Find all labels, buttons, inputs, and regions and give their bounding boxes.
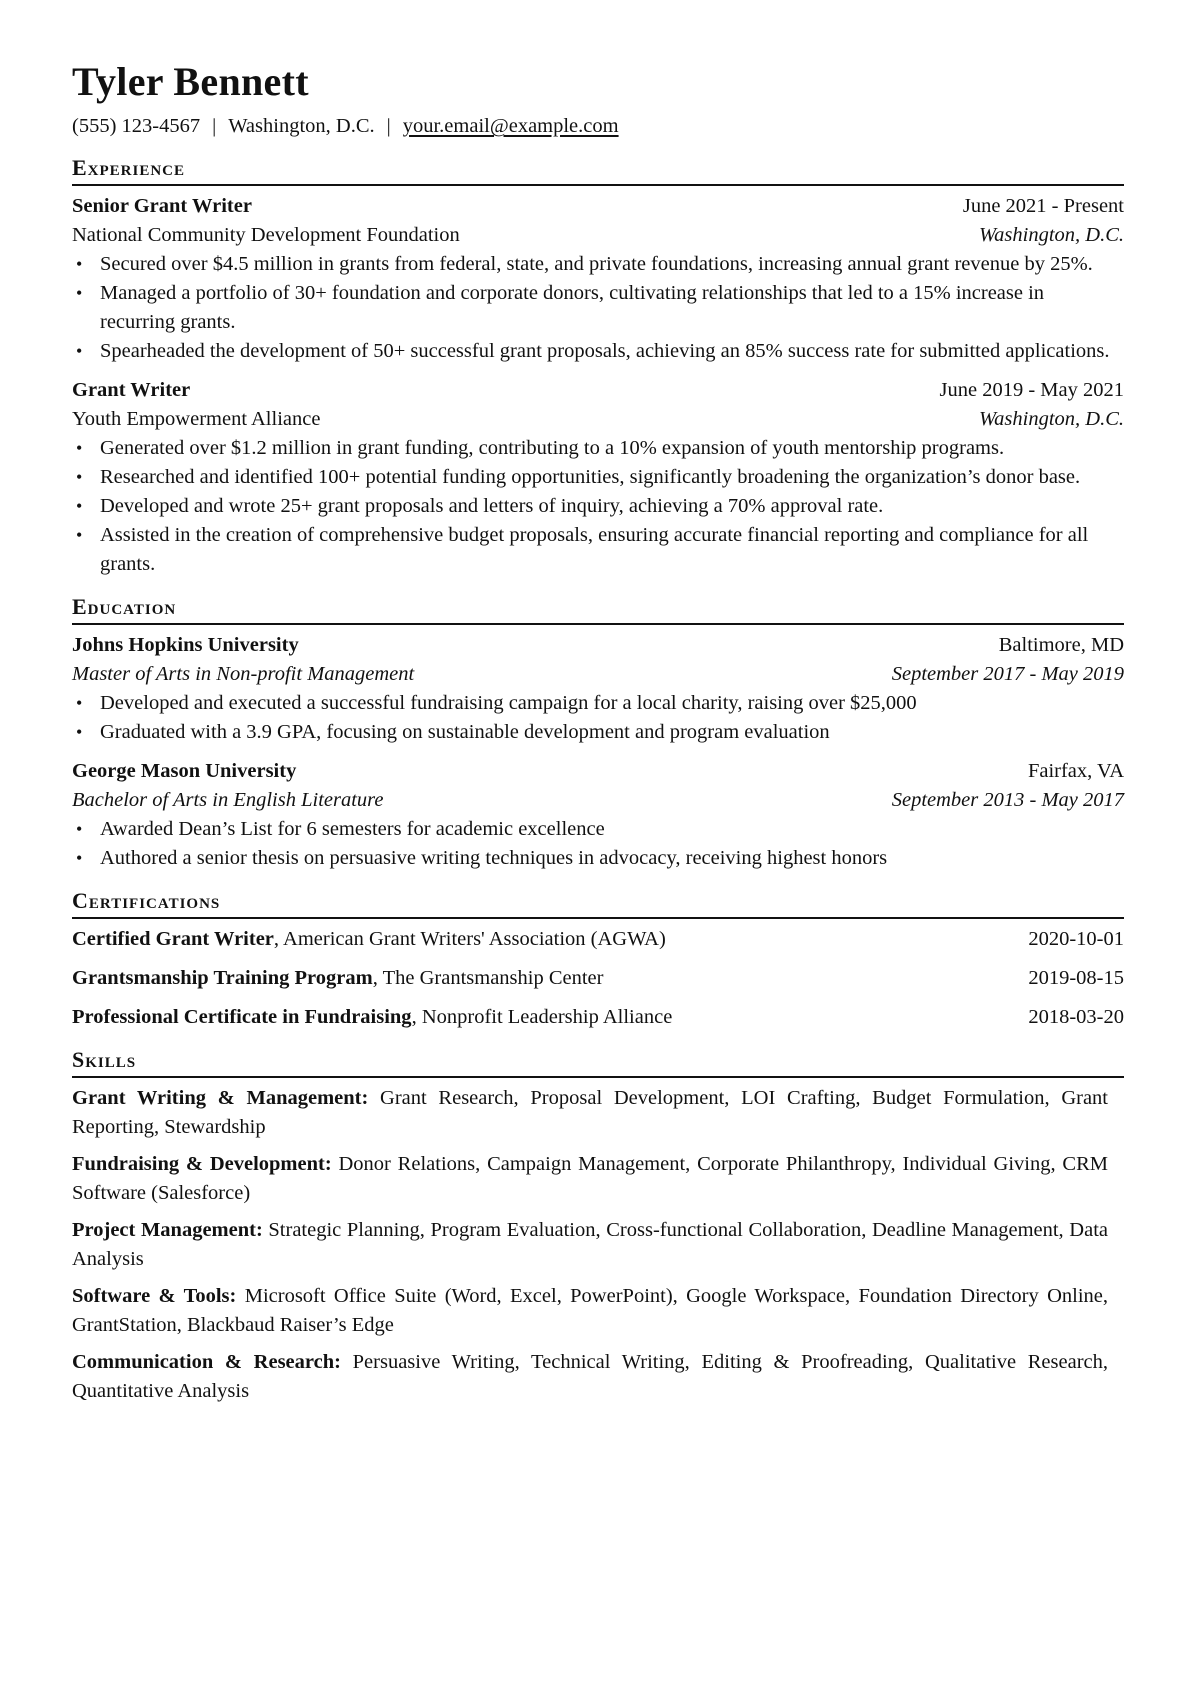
education-entry [72,631,1124,747]
job-bullets [72,250,1124,366]
section-heading-skills: Skills [72,1046,1124,1078]
skill-values: Grant Research, Proposal Development, LOI Crafting, Budget Formulation, Grant Reporting, Stewardship [72,1087,1108,1138]
certification-date: 2019-08-15 [1028,967,1124,989]
skills-section [72,1046,1124,1406]
education-dates: September 2013 - May 2017 [891,789,1124,811]
certifications-section [72,887,1124,1032]
job-location: Washington, D.C. [978,224,1124,246]
skill-values: Microsoft Office Suite (Word, Excel, PowerPoint), Google Workspace, Foundation Directory Online, GrantStation, Blackbaud Raiser’s Edge [72,1285,1108,1336]
experience-section [72,154,1124,579]
job-organization: National Community Development Foundation [72,224,460,246]
bullet-item: • Awarded Dean’s List for 6 semesters for academic excellence [100,815,1124,844]
certification-item [72,925,1124,954]
degree: Master of Arts in Non-profit Management [72,663,415,685]
job-location: Washington, D.C. [978,408,1124,430]
contact-location: Washington, D.C. [228,115,375,137]
certification-issuer: , The Grantsmanship Center [372,967,604,989]
education-dates: September 2017 - May 2019 [891,663,1124,685]
skill-category: Project Management: [72,1219,263,1241]
separator: | [386,115,391,137]
bullet-item: • Assisted in the creation of comprehensive budget proposals, ensuring accurate financial reporting and compliance for all grants. [100,521,1124,579]
email-link[interactable]: your.email@example.com [402,115,619,137]
separator: | [212,115,217,137]
resume-page [72,58,1124,1406]
skill-values: Strategic Planning, Program Evaluation, Cross-functional Collaboration, Deadline Management, Data Analysis [72,1219,1108,1270]
contact-line [72,112,1124,140]
phone-number: (555) 123-4567 [72,115,201,137]
skill-category: Grant Writing & Management: [72,1087,369,1109]
bullet-item: • Generated over $1.2 million in grant funding, contributing to a 10% expansion of youth mentorship programs. [100,434,1124,463]
section-heading-education: Education [72,593,1124,625]
job-title: Grant Writer [72,379,191,401]
education-bullets [72,815,1124,873]
bullet-item: • Spearheaded the development of 50+ successful grant proposals, achieving an 85% success rate for submitted applications. [100,337,1124,366]
degree: Bachelor of Arts in English Literature [72,789,384,811]
certification-issuer: , American Grant Writers' Association (AGWA) [273,928,666,950]
candidate-name: Tyler Bennett [72,59,309,104]
bullet-item: • Graduated with a 3.9 GPA, focusing on sustainable development and program evaluation [100,718,1124,747]
skill-category: Fundraising & Development: [72,1153,332,1175]
job-entry [72,192,1124,366]
bullet-item: • Developed and executed a successful fundraising campaign for a local charity, raising over $25,000 [100,689,1124,718]
education-section [72,593,1124,873]
certification-date: 2018-03-20 [1028,1006,1124,1028]
certification-name: Certified Grant Writer [72,928,274,950]
certification-date: 2020-10-01 [1028,928,1124,950]
certification-name: Professional Certificate in Fundraising [72,1006,412,1028]
job-dates: June 2019 - May 2021 [939,379,1124,401]
skill-item [72,1216,1124,1274]
skill-item [72,1282,1124,1340]
bullet-item: • Authored a senior thesis on persuasive writing techniques in advocacy, receiving highest honors [100,844,1124,873]
skill-values: Persuasive Writing, Technical Writing, Editing & Proofreading, Qualitative Research, Quantitative Analysis [72,1351,1108,1402]
job-bullets [72,434,1124,579]
job-entry [72,376,1124,579]
school-name: George Mason University [72,760,297,782]
job-organization: Youth Empowerment Alliance [72,408,321,430]
certification-issuer: , Nonprofit Leadership Alliance [411,1006,673,1028]
bullet-item: • Developed and wrote 25+ grant proposals and letters of inquiry, achieving a 70% approval rate. [100,492,1124,521]
skills-list [72,1084,1124,1406]
school-location: Baltimore, MD [998,634,1124,656]
education-entry [72,757,1124,873]
certification-list [72,925,1124,1032]
certification-name: Grantsmanship Training Program [72,967,373,989]
job-title: Senior Grant Writer [72,195,252,217]
section-heading-certifications: Certifications [72,887,1124,919]
skill-category: Software & Tools: [72,1285,237,1307]
education-bullets [72,689,1124,747]
skill-item [72,1348,1124,1406]
bullet-item: • Managed a portfolio of 30+ foundation and corporate donors, cultivating relationships that led to a 15% increase in recurring grants. [100,279,1124,337]
certification-item [72,964,1124,993]
school-location: Fairfax, VA [1027,760,1124,782]
skill-item [72,1084,1124,1142]
job-dates: June 2021 - Present [962,195,1124,217]
skill-values: Donor Relations, Campaign Management, Corporate Philanthropy, Individual Giving, CRM Software (Salesforce) [72,1153,1108,1204]
school-name: Johns Hopkins University [72,634,299,656]
bullet-item: • Secured over $4.5 million in grants from federal, state, and private foundations, increasing annual grant revenue by 25%. [100,250,1124,279]
skill-category: Communication & Research: [72,1351,341,1373]
skill-item [72,1150,1124,1208]
section-heading-experience: Experience [72,154,1124,186]
certification-item [72,1003,1124,1032]
bullet-item: • Researched and identified 100+ potential funding opportunities, significantly broadening the organization’s donor base. [100,463,1124,492]
